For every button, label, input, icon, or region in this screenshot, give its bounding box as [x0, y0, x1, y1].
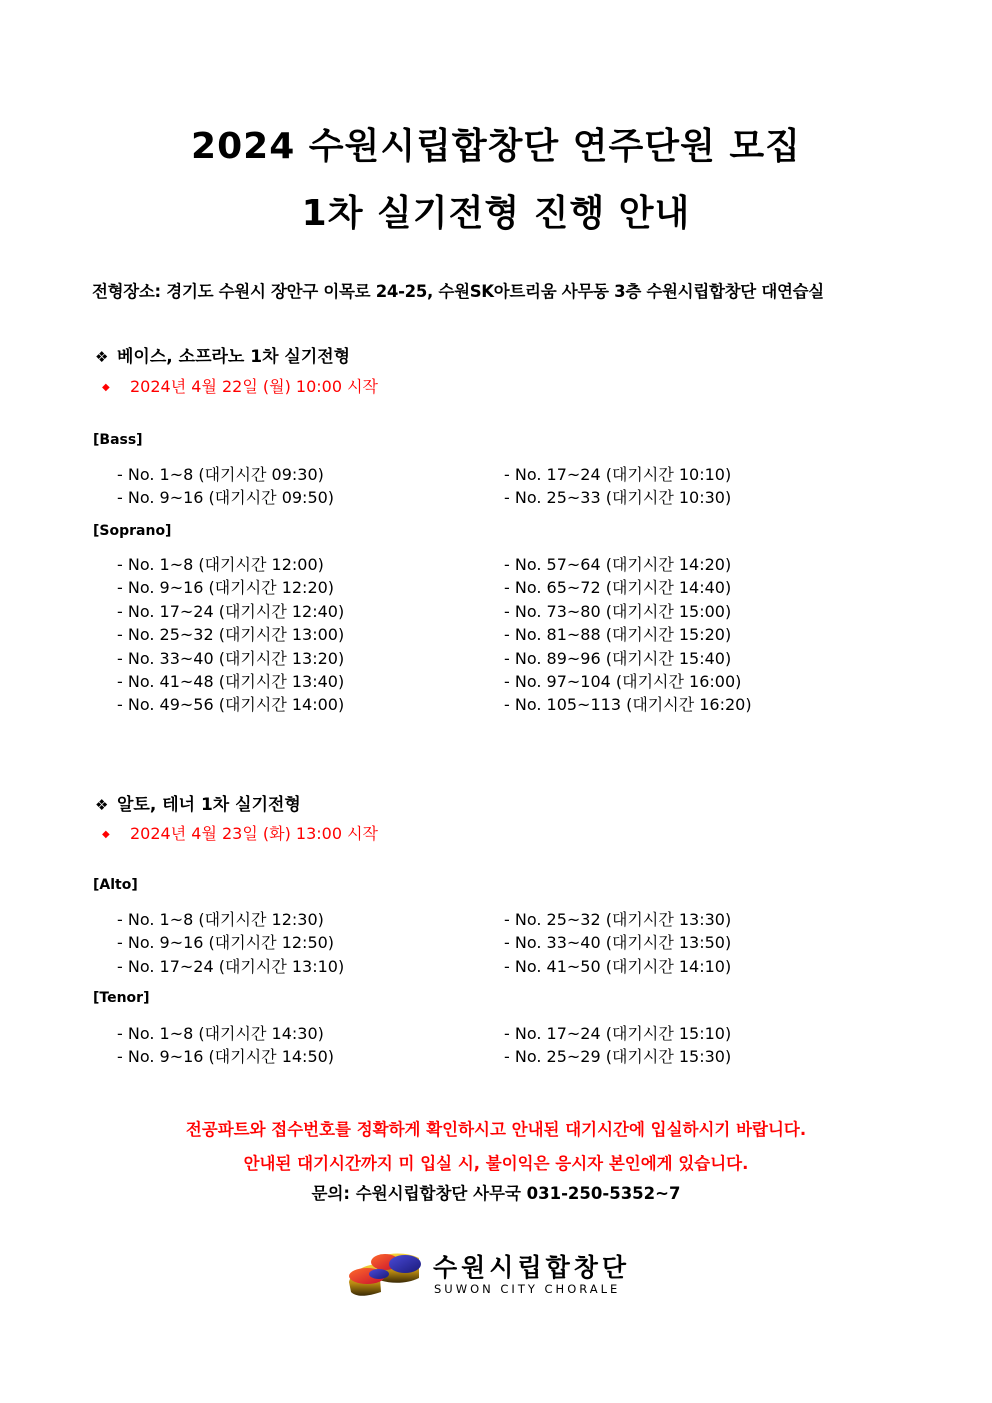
chorale-emblem-icon	[345, 1248, 429, 1304]
schedule-row: - No. 1~8 (대기시간 12:00)	[117, 555, 324, 574]
soprano-schedule-left	[117, 553, 344, 717]
schedule-row: - No. 25~32 (대기시간 13:00)	[117, 625, 345, 645]
section-date-bass-soprano	[102, 374, 378, 397]
red-diamond-icon: ◆	[102, 829, 110, 840]
schedule-row: - No. 9~16 (대기시간 14:50)	[117, 1047, 335, 1067]
soprano-schedule-right	[504, 553, 752, 717]
red-diamond-icon: ◆	[102, 382, 110, 393]
section-heading-text: 알토, 테너 1차 실기전형	[117, 795, 301, 815]
logo-subtitle: SUWON CITY CHORALE	[434, 1282, 621, 1296]
section-heading-bass-soprano	[95, 342, 350, 367]
section-date-alto-tenor	[102, 821, 378, 844]
schedule-row: - No. 1~8 (대기시간 14:30)	[117, 1024, 324, 1043]
schedule-row: - No. 9~16 (대기시간 12:50)	[117, 933, 335, 953]
part-label-bass: [Bass]	[93, 432, 143, 448]
schedule-row: - No. 9~16 (대기시간 09:50)	[117, 488, 335, 508]
alto-schedule-right	[504, 908, 731, 978]
schedule-row: - No. 41~50 (대기시간 14:10)	[504, 956, 732, 976]
section-date-text: 2024년 4월 22일 (월) 10:00 시작	[130, 377, 379, 396]
schedule-row: - No. 33~40 (대기시간 13:20)	[117, 648, 345, 668]
schedule-row: - No. 57~64 (대기시간 14:20)	[504, 555, 732, 574]
tenor-schedule-left	[117, 1022, 334, 1069]
contact-info: 문의: 수원시립합창단 사무국 031-250-5352~7	[311, 1184, 681, 1203]
schedule-row: - No. 73~80 (대기시간 15:00)	[504, 601, 732, 621]
tenor-schedule-right	[504, 1022, 731, 1069]
schedule-row: - No. 17~24 (대기시간 13:10)	[117, 956, 345, 976]
venue-info: 전형장소: 경기도 수원시 장안구 이목로 24-25, 수원SK아트리움 사무동 3층 수원시립합창단 대연습실	[92, 282, 824, 301]
schedule-row: - No. 97~104 (대기시간 16:00)	[504, 672, 742, 692]
schedule-row: - No. 105~113 (대기시간 16:20)	[504, 695, 752, 715]
schedule-row: - No. 33~40 (대기시간 13:50)	[504, 933, 732, 953]
section-heading-alto-tenor	[95, 790, 301, 815]
schedule-row: - No. 25~32 (대기시간 13:30)	[504, 910, 732, 929]
schedule-row: - No. 25~33 (대기시간 10:30)	[504, 488, 732, 508]
logo-title: 수원시립합창단	[433, 1253, 631, 1282]
document-title-line2: 1차 실기전형 진행 안내	[301, 193, 691, 234]
section-date-text: 2024년 4월 23일 (화) 13:00 시작	[130, 824, 379, 843]
part-label-tenor: [Tenor]	[93, 990, 150, 1006]
alto-schedule-left	[117, 908, 344, 978]
schedule-row: - No. 9~16 (대기시간 12:20)	[117, 578, 335, 598]
schedule-row: - No. 41~48 (대기시간 13:40)	[117, 672, 345, 692]
diamond-bullet-icon: ❖	[95, 796, 109, 814]
suwon-city-chorale-logo	[345, 1248, 655, 1304]
schedule-row: - No. 65~72 (대기시간 14:40)	[504, 578, 732, 598]
part-label-soprano: [Soprano]	[93, 523, 172, 539]
schedule-row: - No. 17~24 (대기시간 15:10)	[504, 1024, 732, 1043]
schedule-row: - No. 1~8 (대기시간 09:30)	[117, 465, 324, 484]
bass-schedule-left	[117, 463, 334, 510]
diamond-bullet-icon: ❖	[95, 348, 109, 366]
schedule-row: - No. 1~8 (대기시간 12:30)	[117, 910, 324, 929]
schedule-row: - No. 49~56 (대기시간 14:00)	[117, 695, 345, 715]
part-label-alto: [Alto]	[93, 877, 138, 893]
notice-line1: 전공파트와 접수번호를 정확하게 확인하시고 안내된 대기시간에 입실하시기 바랍니다.	[185, 1120, 807, 1139]
schedule-row: - No. 81~88 (대기시간 15:20)	[504, 625, 732, 645]
section-heading-text: 베이스, 소프라노 1차 실기전형	[117, 347, 351, 367]
schedule-row: - No. 17~24 (대기시간 10:10)	[504, 465, 732, 484]
notice-line2: 안내된 대기시간까지 미 입실 시, 불이익은 응시자 본인에게 있습니다.	[243, 1154, 749, 1173]
document-title-line1: 2024 수원시립합창단 연주단원 모집	[191, 126, 801, 167]
schedule-row: - No. 89~96 (대기시간 15:40)	[504, 648, 732, 668]
bass-schedule-right	[504, 463, 731, 510]
schedule-row: - No. 17~24 (대기시간 12:40)	[117, 601, 345, 621]
schedule-row: - No. 25~29 (대기시간 15:30)	[504, 1047, 732, 1067]
